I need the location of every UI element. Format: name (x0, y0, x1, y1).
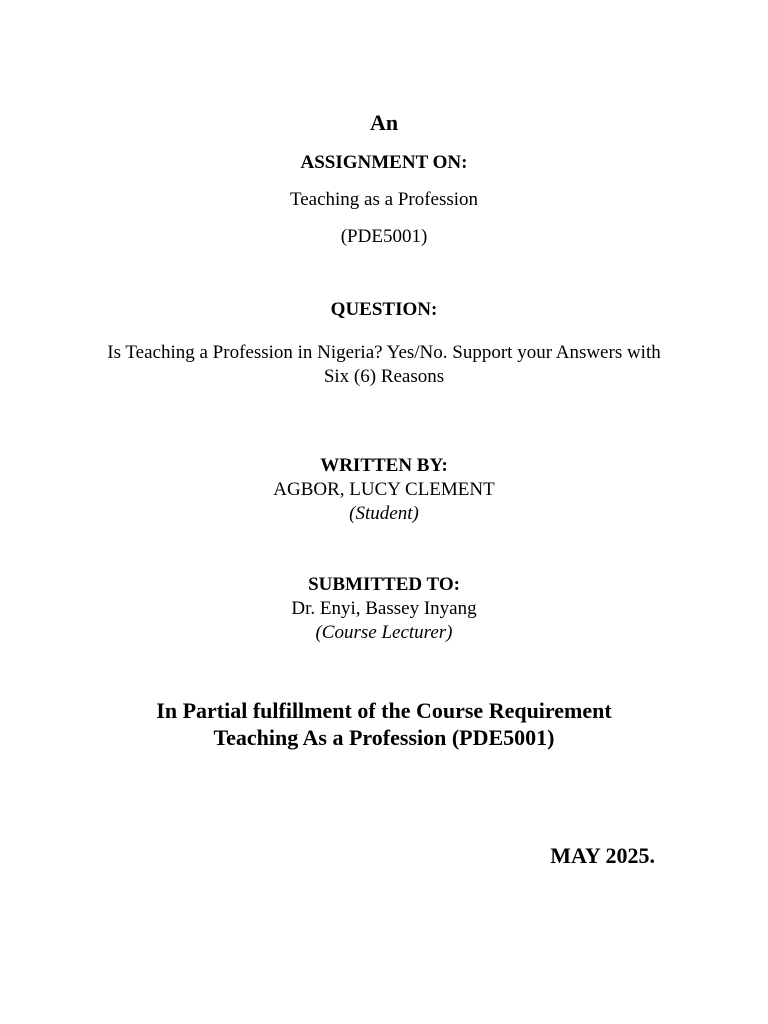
fulfillment-statement-line-1: In Partial fulfillment of the Course Requirement (156, 698, 612, 723)
author-role: (Student) (349, 503, 419, 524)
fulfillment-statement-line-2: Teaching As a Profession (PDE5001) (213, 725, 555, 750)
cover-article: An (369, 110, 399, 135)
course-title: Teaching as a Profession (289, 189, 479, 210)
author-name: AGBOR, LUCY CLEMENT (273, 479, 495, 500)
written-by-heading: WRITTEN BY: (320, 455, 448, 476)
question-heading: QUESTION: (330, 299, 438, 320)
lecturer-name: Dr. Enyi, Bassey Inyang (291, 598, 477, 619)
question-text: Is Teaching a Profession in Nigeria? Yes/No. Support your Answers with Six (6) Reasons (107, 342, 661, 387)
submitted-to-heading: SUBMITTED TO: (308, 574, 460, 595)
course-code: (PDE5001) (340, 226, 428, 247)
assignment-heading: ASSIGNMENT ON: (300, 152, 468, 173)
submission-date: MAY 2025. (550, 843, 655, 868)
lecturer-role: (Course Lecturer) (315, 622, 453, 643)
